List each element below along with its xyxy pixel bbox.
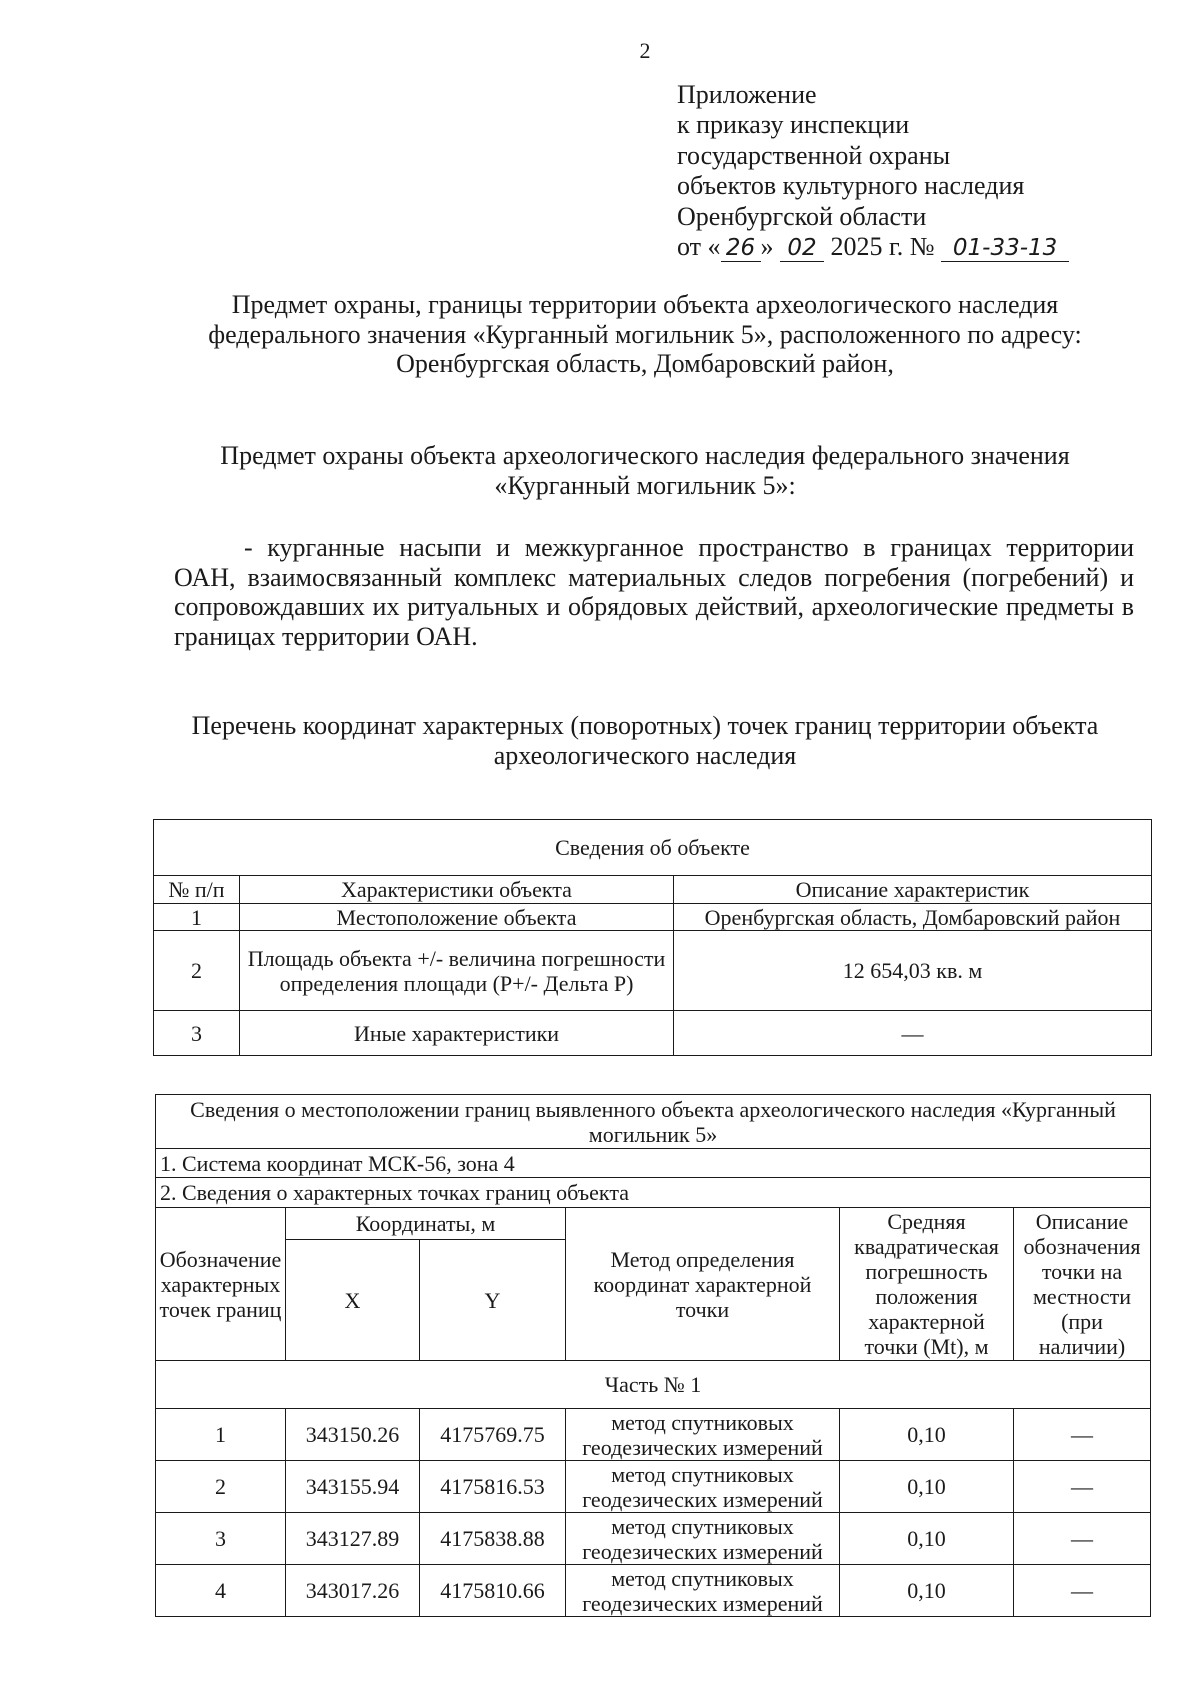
table-row — [156, 1409, 1151, 1461]
cell-method: метод спутниковых геодезических измерений — [566, 1461, 840, 1513]
header-y: Y — [420, 1240, 566, 1361]
appendix-date-line — [677, 232, 1069, 262]
table-row — [154, 904, 1152, 931]
cell-num: 3 — [154, 1011, 240, 1056]
cell-y: 4175816.53 — [420, 1461, 566, 1513]
cell-x: 343150.26 — [286, 1409, 420, 1461]
cell-y: 4175769.75 — [420, 1409, 566, 1461]
cell-value: 12 654,03 кв. м — [674, 931, 1152, 1011]
table-row — [156, 1565, 1151, 1617]
part-label: Часть № 1 — [156, 1361, 1151, 1409]
header-error: Средняя квадратическая погрешность положения характерной точки (Mt), м — [840, 1208, 1014, 1361]
boundary-coordinates-table — [155, 1094, 1151, 1617]
table-row — [154, 931, 1152, 1011]
header-designation: Обозначение характерных точек границ — [156, 1208, 286, 1361]
document-title: Предмет охраны, границы территории объекта археологического наследия федерального значения «Курганный могильник 5», расположенного по адресу: Оренбургская область, Домбаровский район, — [208, 290, 1082, 378]
cell-name: Местоположение объекта — [240, 904, 674, 931]
date-day-handwritten: 26 — [721, 235, 761, 262]
cell-method: метод спутниковых геодезических измерений — [566, 1565, 840, 1617]
object-info-table — [153, 819, 1152, 1056]
appendix-line: Оренбургской области — [677, 201, 927, 231]
cell-method: метод спутниковых геодезических измерений — [566, 1409, 840, 1461]
cell-x: 343017.26 — [286, 1565, 420, 1617]
cell-desc: — — [1014, 1565, 1151, 1617]
appendix-block — [677, 80, 1069, 262]
header-description: Описание характеристик — [674, 876, 1152, 904]
location-table-title: Сведения о местоположении границ выявленного объекта археологического наследия «Курганный могильник 5» — [156, 1095, 1151, 1149]
cell-method: метод спутниковых геодезических измерений — [566, 1513, 840, 1565]
cell-point-num: 4 — [156, 1565, 286, 1617]
points-section-title: 2. Сведения о характерных точках границ объекта — [156, 1178, 1151, 1208]
table-row — [156, 1461, 1151, 1513]
cell-num: 1 — [154, 904, 240, 931]
cell-name: Площадь объекта +/- величина погрешности определения площади (P+/- Дельта P) — [240, 931, 674, 1011]
header-coordinates: Координаты, м — [286, 1208, 566, 1240]
appendix-line: Приложение — [677, 80, 817, 109]
date-year: 2025 г. № — [830, 232, 935, 262]
page-number: 2 — [639, 38, 651, 63]
cell-desc: — — [1014, 1409, 1151, 1461]
cell-x: 343155.94 — [286, 1461, 420, 1513]
order-number-handwritten: 01-33-13 — [941, 235, 1069, 262]
header-method: Метод определения координат характерной точки — [566, 1208, 840, 1361]
cell-desc: — — [1014, 1513, 1151, 1565]
object-table-title: Сведения об объекте — [154, 820, 1152, 876]
appendix-line: объектов культурного наследия — [677, 171, 1025, 201]
date-mid: » — [760, 232, 774, 262]
date-prefix: от « — [677, 232, 721, 262]
coordinate-system: 1. Система координат МСК-56, зона 4 — [156, 1149, 1151, 1178]
cell-point-num: 1 — [156, 1409, 286, 1461]
subject-heading: Предмет охраны объекта археологического наследия федерального значения «Курганный могильник 5»: — [220, 441, 1070, 500]
cell-error: 0,10 — [840, 1513, 1014, 1565]
coordinates-heading: Перечень координат характерных (поворотных) точек границ территории объекта археологического наследия — [191, 711, 1099, 770]
cell-error: 0,10 — [840, 1409, 1014, 1461]
header-num: № п/п — [154, 876, 240, 904]
cell-num: 2 — [154, 931, 240, 1011]
cell-x: 343127.89 — [286, 1513, 420, 1565]
header-point-description: Описание обозначения точки на местности (при наличии) — [1014, 1208, 1151, 1361]
cell-error: 0,10 — [840, 1461, 1014, 1513]
subject-description: - курганные насыпи и межкурганное пространство в границах территории ОАН, взаимосвязанный комплекс материальных следов погребения (погребений) и сопровождавших их ритуальных и обрядовых действий, археологические предметы в границах территории ОАН. — [174, 533, 1134, 651]
cell-desc: — — [1014, 1461, 1151, 1513]
header-characteristic: Характеристики объекта — [240, 876, 674, 904]
cell-y: 4175810.66 — [420, 1565, 566, 1617]
table-row — [156, 1513, 1151, 1565]
cell-name: Иные характеристики — [240, 1011, 674, 1056]
cell-point-num: 3 — [156, 1513, 286, 1565]
table-row — [154, 1011, 1152, 1056]
cell-value: — — [674, 1011, 1152, 1056]
date-month-handwritten: 02 — [780, 235, 824, 262]
cell-error: 0,10 — [840, 1565, 1014, 1617]
header-x: X — [286, 1240, 420, 1361]
appendix-line: к приказу инспекции — [677, 110, 910, 140]
appendix-line: государственной охраны — [677, 140, 951, 170]
cell-value: Оренбургская область, Домбаровский район — [674, 904, 1152, 931]
cell-y: 4175838.88 — [420, 1513, 566, 1565]
cell-point-num: 2 — [156, 1461, 286, 1513]
